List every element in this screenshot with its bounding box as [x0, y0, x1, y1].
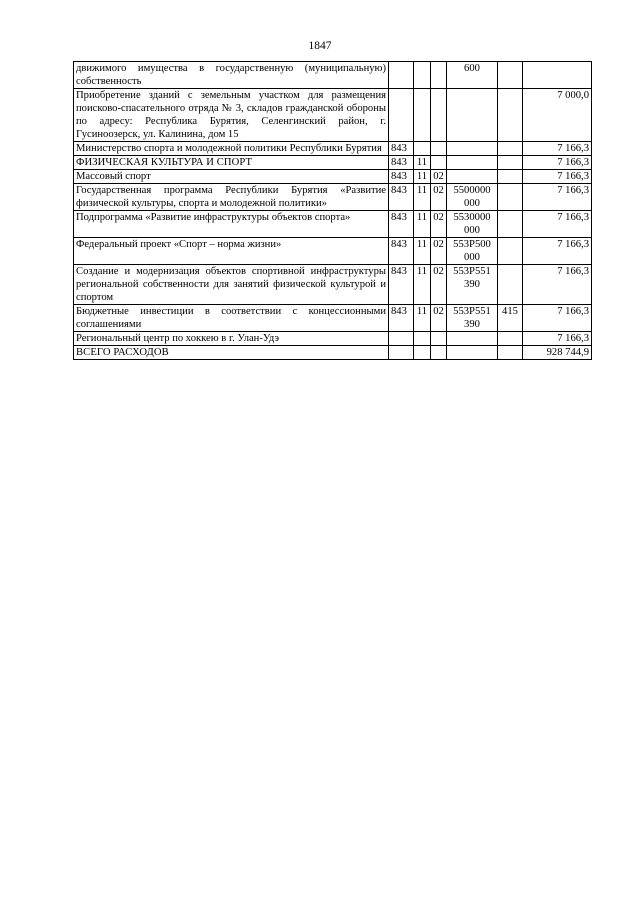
target-code	[447, 156, 498, 170]
section-code	[414, 346, 431, 360]
row-name: Министерство спорта и молодежной политики Республики Бурятия	[74, 142, 389, 156]
row-name: Массовый спорт	[74, 170, 389, 184]
expense-type-code	[498, 332, 523, 346]
section-code: 11	[414, 265, 431, 305]
target-code: 5500000 000	[447, 184, 498, 211]
section-code	[414, 89, 431, 142]
amount: 7 166,3	[523, 305, 592, 332]
expense-type-code	[498, 62, 523, 89]
amount: 7 000,0	[523, 89, 592, 142]
row-name: Федеральный проект «Спорт – норма жизни»	[74, 238, 389, 265]
section-code: 11	[414, 170, 431, 184]
table-row	[74, 156, 592, 170]
row-name: ФИЗИЧЕСКАЯ КУЛЬТУРА И СПОРТ	[74, 156, 389, 170]
section-code: 11	[414, 184, 431, 211]
section-code	[414, 62, 431, 89]
subsection-code: 02	[431, 305, 447, 332]
expense-type-code	[498, 170, 523, 184]
row-name: Бюджетные инвестиции в соответствии с концессионными соглашениями	[74, 305, 389, 332]
ministry-code	[389, 62, 414, 89]
row-name: Подпрограмма «Развитие инфраструктуры объектов спорта»	[74, 211, 389, 238]
amount: 7 166,3	[523, 184, 592, 211]
expense-type-code	[498, 346, 523, 360]
section-code: 11	[414, 156, 431, 170]
expense-type-code	[498, 211, 523, 238]
expense-type-code	[498, 184, 523, 211]
subsection-code: 02	[431, 211, 447, 238]
table-row	[74, 265, 592, 305]
ministry-code: 843	[389, 238, 414, 265]
table-row	[74, 89, 592, 142]
ministry-code: 843	[389, 156, 414, 170]
expense-type-code	[498, 89, 523, 142]
section-code: 11	[414, 305, 431, 332]
subsection-code	[431, 142, 447, 156]
table-row	[74, 142, 592, 156]
target-code	[447, 332, 498, 346]
expense-type-code	[498, 265, 523, 305]
table-row	[74, 332, 592, 346]
ministry-code	[389, 332, 414, 346]
target-code	[447, 170, 498, 184]
amount: 7 166,3	[523, 265, 592, 305]
ministry-code: 843	[389, 305, 414, 332]
target-code: 5530000 000	[447, 211, 498, 238]
table-row	[74, 170, 592, 184]
row-name: Государственная программа Республики Бурятия «Развитие физической культуры, спорта и молодежной политики»	[74, 184, 389, 211]
section-code: 11	[414, 211, 431, 238]
section-code	[414, 332, 431, 346]
target-code: 553P551 390	[447, 265, 498, 305]
subsection-code	[431, 62, 447, 89]
section-code: 11	[414, 238, 431, 265]
row-name: Создание и модернизация объектов спортивной инфраструктуры региональной собственности для занятий физической культурой и спортом	[74, 265, 389, 305]
ministry-code	[389, 346, 414, 360]
target-code: 600	[447, 62, 498, 89]
page-number: 1847	[308, 40, 332, 52]
table-row-total	[74, 346, 592, 360]
expense-type-code	[498, 156, 523, 170]
amount: 7 166,3	[523, 238, 592, 265]
target-code	[447, 346, 498, 360]
budget-table	[73, 61, 592, 360]
subsection-code: 02	[431, 184, 447, 211]
ministry-code: 843	[389, 170, 414, 184]
target-code: 553P500 000	[447, 238, 498, 265]
table-row	[74, 184, 592, 211]
subsection-code: 02	[431, 170, 447, 184]
ministry-code: 843	[389, 184, 414, 211]
amount: 7 166,3	[523, 332, 592, 346]
target-code	[447, 89, 498, 142]
table-row	[74, 305, 592, 332]
target-code: 553P551 390	[447, 305, 498, 332]
subsection-code	[431, 332, 447, 346]
subsection-code	[431, 156, 447, 170]
row-name: Региональный центр по хоккею в г. Улан-Удэ	[74, 332, 389, 346]
ministry-code	[389, 89, 414, 142]
row-name: движимого имущества в государственную (муниципальную) собственность	[74, 62, 389, 89]
table-row	[74, 62, 592, 89]
section-code	[414, 142, 431, 156]
amount: 7 166,3	[523, 170, 592, 184]
amount	[523, 62, 592, 89]
subsection-code: 02	[431, 238, 447, 265]
ministry-code: 843	[389, 142, 414, 156]
amount: 7 166,3	[523, 156, 592, 170]
subsection-code: 02	[431, 265, 447, 305]
expense-type-code: 415	[498, 305, 523, 332]
table-row	[74, 238, 592, 265]
ministry-code: 843	[389, 265, 414, 305]
row-name: ВСЕГО РАСХОДОВ	[74, 346, 389, 360]
expense-type-code	[498, 142, 523, 156]
table-row	[74, 211, 592, 238]
target-code	[447, 142, 498, 156]
row-name: Приобретение зданий с земельным участком для размещения поисково-спасательного отряда № 3, складов гражданской обороны по адресу: Республика Бурятия, Селенгинский район, г. Гусиноозерск, ул. Калинина, дом 15	[74, 89, 389, 142]
ministry-code: 843	[389, 211, 414, 238]
expense-type-code	[498, 238, 523, 265]
amount: 7 166,3	[523, 142, 592, 156]
amount: 7 166,3	[523, 211, 592, 238]
subsection-code	[431, 89, 447, 142]
subsection-code	[431, 346, 447, 360]
total-amount: 928 744,9	[523, 346, 592, 360]
